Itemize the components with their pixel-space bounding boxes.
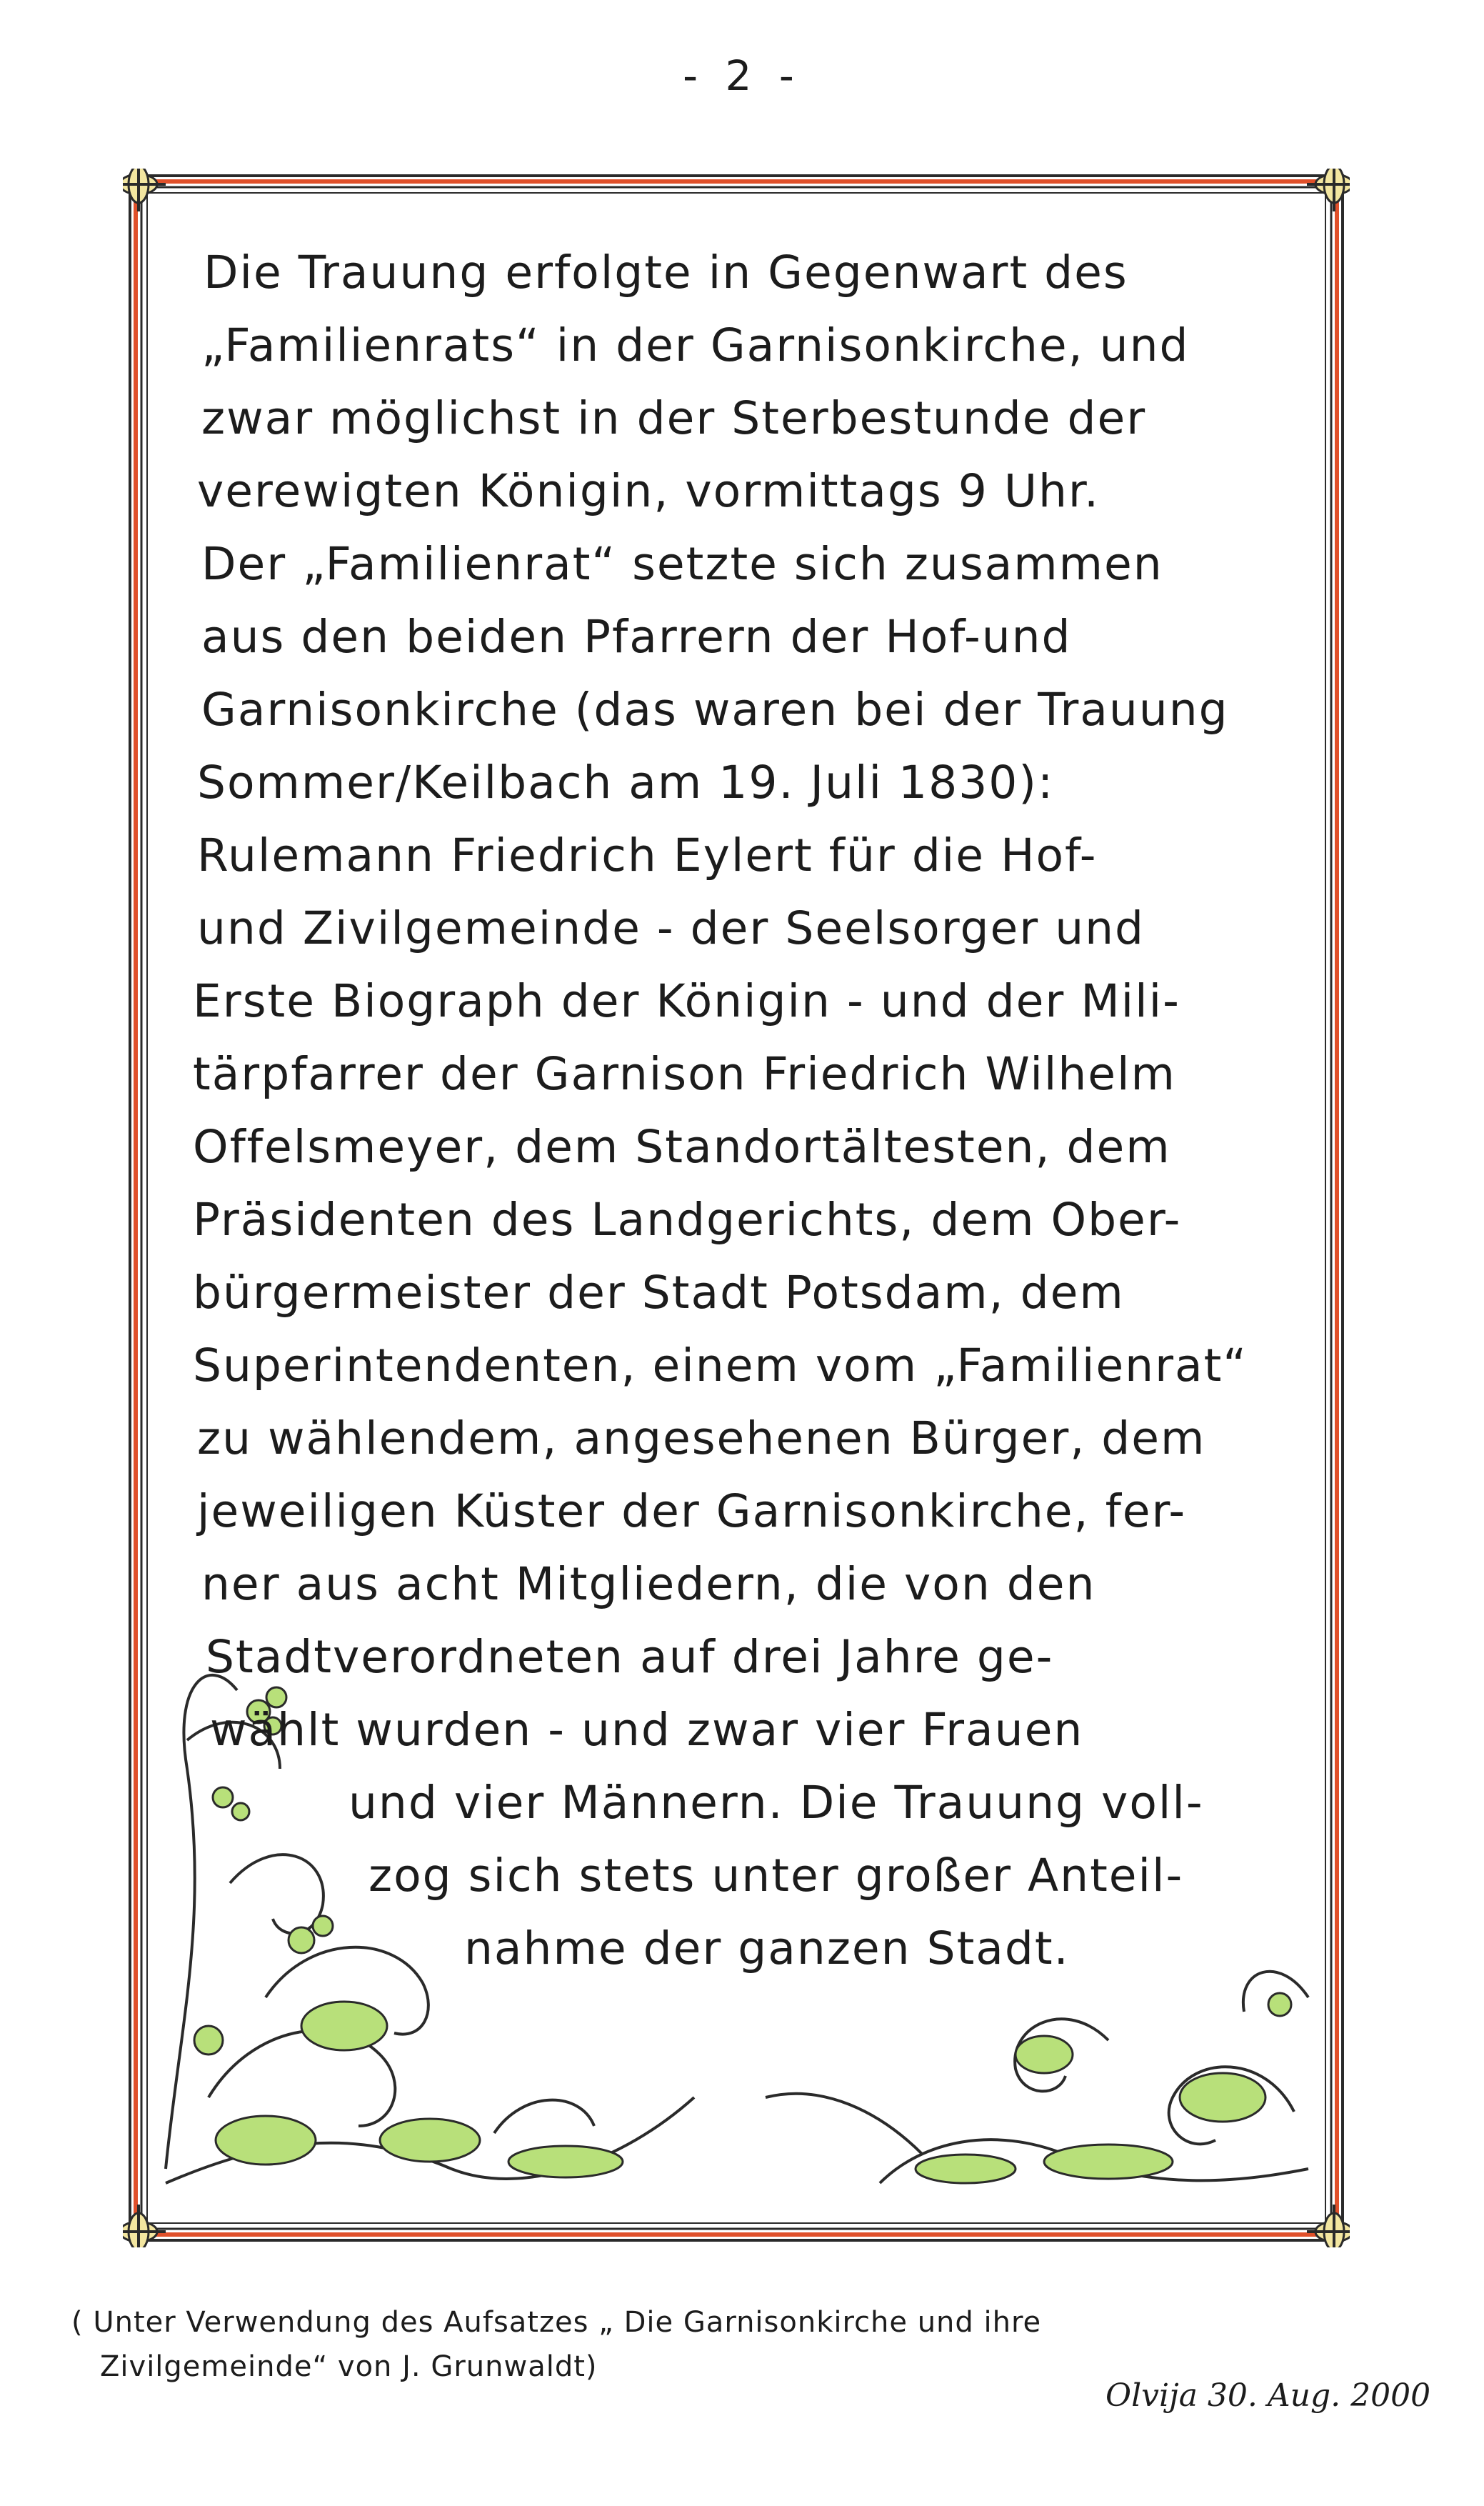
body-line: aus den beiden Pfarrern der Hof-und [201,611,1072,663]
body-line: Präsidenten des Landgerichts, dem Ober- [193,1194,1182,1246]
body-line: „Familienrats“ in der Garnisonkirche, und [201,319,1190,371]
body-line: verewigten Königin, vormittags 9 Uhr. [197,465,1101,517]
footnote-line-1: ( Unter Verwendung des Aufsatzes „ Die Garnisonkirche und ihre [71,2306,1042,2339]
page-number: - 2 - [683,51,801,100]
body-line: jeweiligen Küster der Garnisonkirche, fer- [197,1485,1187,1537]
signature-date: Olvija 30. Aug. 2000 [1106,2377,1431,2414]
body-line: zwar möglichst in der Sterbestunde der [201,392,1147,444]
body-line: Die Trauung erfolgte in Gegenwart des [204,246,1128,299]
body-line: zu wählendem, angesehenen Bürger, dem [197,1412,1206,1464]
body-line: Stadtverordneten auf drei Jahre ge- [206,1631,1054,1683]
body-line: Superintendenten, einem vom „Familienrat“ [193,1339,1248,1392]
footnote-line-2: Zivilgemeinde“ von J. Grunwaldt) [100,2350,598,2383]
body-line: Offelsmeyer, dem Standortältesten, dem [193,1121,1171,1173]
body-line: Garnisonkirche (das waren bei der Trauung [201,684,1229,736]
body-line: zog sich stets unter großer Anteil- [369,1849,1184,1902]
body-line: und vier Männern. Die Trauung voll- [349,1777,1204,1829]
body-line: Der „Familienrat“ setzte sich zusammen [201,538,1163,590]
body-line: wählt wurden - und zwar vier Frauen [210,1704,1084,1756]
body-line: Sommer/Keilbach am 19. Juli 1830): [197,757,1055,809]
body-line: und Zivilgemeinde - der Seelsorger und [197,902,1145,954]
body-line: bürgermeister der Stadt Potsdam, dem [193,1267,1125,1319]
body-line: tärpfarrer der Garnison Friedrich Wilhelm [193,1048,1176,1100]
body-line: nahme der ganzen Stadt. [464,1922,1070,1975]
body-line: ner aus acht Mitgliedern, die von den [201,1558,1096,1610]
body-line: Rulemann Friedrich Eylert für die Hof- [197,829,1098,882]
body-line: Erste Biograph der Königin - und der Mili- [193,975,1180,1027]
